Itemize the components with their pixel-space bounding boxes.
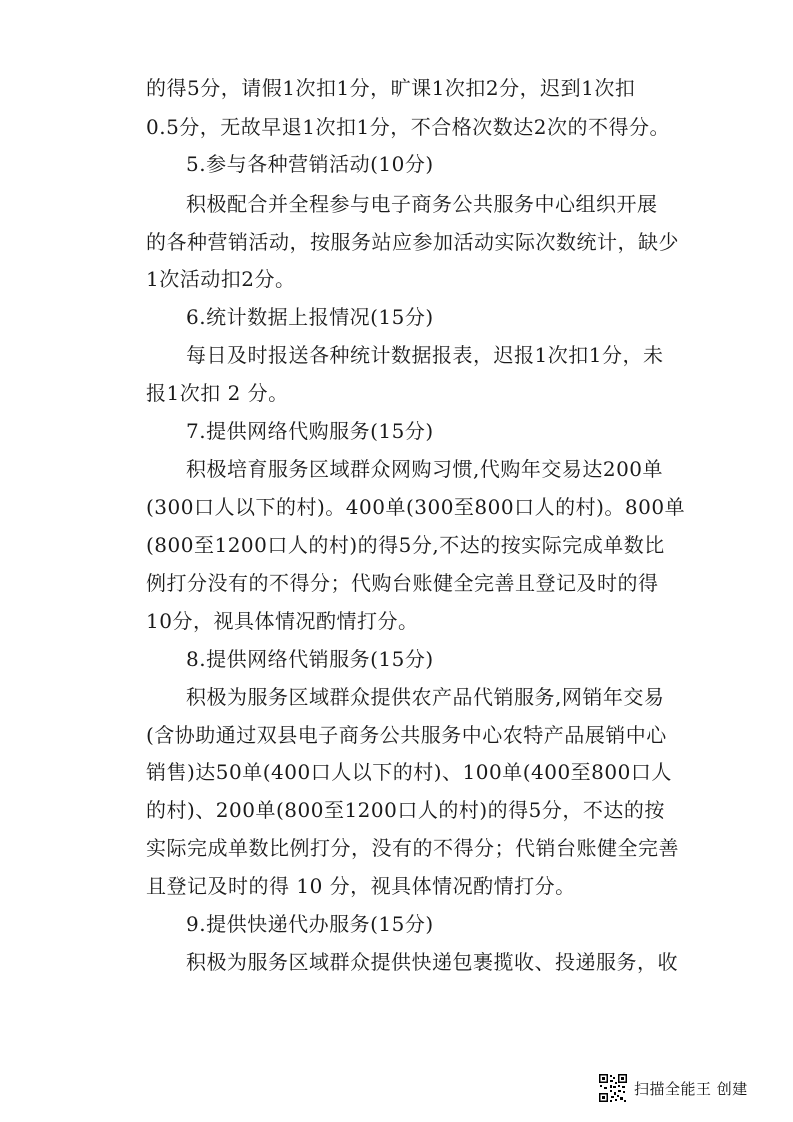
body-text-line: 的村)、200单(800至1200口人的村)的得5分，不达的按 xyxy=(146,798,665,822)
body-text-line: 积极为服务区域群众提供农产品代销服务,网销年交易 xyxy=(186,685,665,709)
section-heading-7: 7.提供网络代购服务(15分) xyxy=(186,419,434,443)
body-text-line: 1次活动扣2分。 xyxy=(146,267,296,291)
body-text-line: (800至1200口人的村)的得5分,不达的按实际完成单数比 xyxy=(146,533,665,557)
section-heading-8: 8.提供网络代销服务(15分) xyxy=(186,647,434,671)
section-heading-6: 6.统计数据上报情况(15分) xyxy=(186,305,434,329)
body-text-line: 且登记及时的得 10 分，视具体情况酌情打分。 xyxy=(146,874,576,898)
body-text-line: 报1次扣 2 分。 xyxy=(146,381,289,405)
section-heading-5: 5.参与各种营销活动(10分) xyxy=(186,152,434,176)
body-text-line: 销售)达50单(400口人以下的村)、100单(400至800口人 xyxy=(146,760,672,784)
body-text-line: (含协助通过双县电子商务公共服务中心农特产品展销中心 xyxy=(146,723,667,747)
body-text-line: 例打分没有的不得分；代购台账健全完善且登记及时的得 xyxy=(146,571,659,595)
qr-code-icon xyxy=(598,1073,628,1103)
body-text-line: 实际完成单数比例打分，没有的不得分；代销台账健全完善 xyxy=(146,836,679,860)
body-text-line: 积极培育服务区域群众网购习惯,代购年交易达200单 xyxy=(186,457,664,481)
body-text-line: 10分，视具体情况酌情打分。 xyxy=(146,609,419,633)
body-text-line: 积极为服务区域群众提供快递包裹揽收、投递服务，收 xyxy=(186,950,678,974)
section-heading-9: 9.提供快递代办服务(15分) xyxy=(186,912,434,936)
body-text-line: 积极配合并全程参与电子商务公共服务中心组织开展 xyxy=(186,192,658,216)
watermark-text: 扫描全能王 创建 xyxy=(634,1079,748,1098)
body-text-line: 的各种营销活动，按服务站应参加活动实际次数统计，缺少 xyxy=(146,230,679,254)
body-text-line: 每日及时报送各种统计数据报表，迟报1次扣1分，未 xyxy=(186,343,664,367)
scanner-watermark xyxy=(598,1066,748,1110)
body-text-line: (300口人以下的村)。400单(300至800口人的村)。800单 xyxy=(146,495,686,519)
body-text-line: 的得5分，请假1次扣1分，旷课1次扣2分，迟到1次扣 xyxy=(146,76,636,100)
body-text-line: 0.5分，无故早退1次扣1分，不合格次数达2次的不得分。 xyxy=(146,115,670,139)
